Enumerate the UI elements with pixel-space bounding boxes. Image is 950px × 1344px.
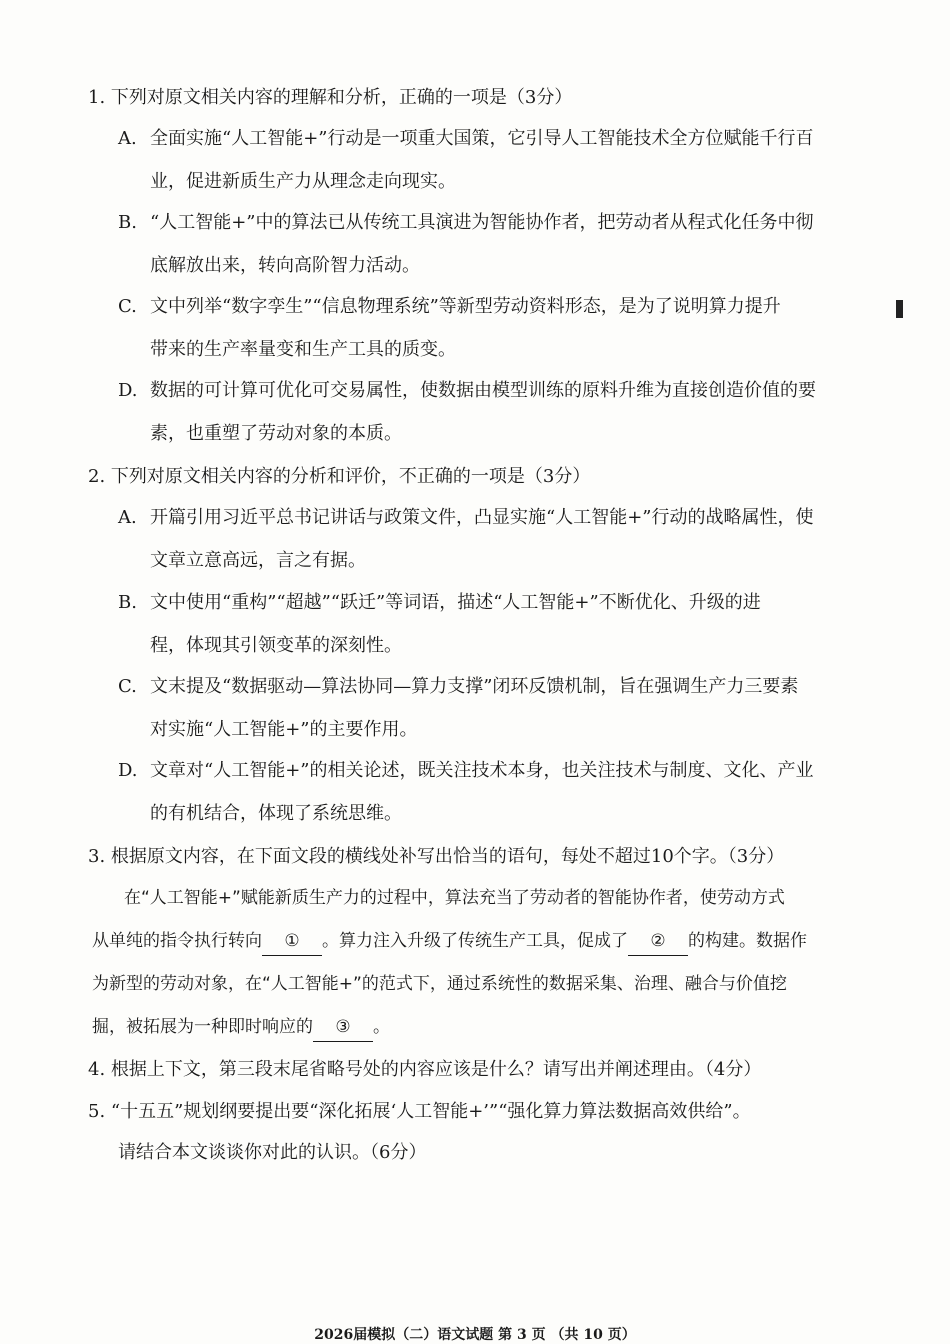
- question-2-option-d: [118, 757, 814, 824]
- option-text-line2: 底解放出来，转向高阶智力活动。: [150, 255, 420, 276]
- answer-blank-3[interactable]: ③: [313, 1013, 373, 1042]
- question-2-option-b: [118, 589, 761, 656]
- question-1-stem: 1. 下列对原文相关内容的理解和分析，正确的一项是（3分）: [88, 87, 573, 108]
- option-text-line1: 全面实施“人工智能+”行动是一项重大国策，它引导人工智能技术全方位赋能千行百: [150, 128, 814, 149]
- question-3-stem: 3. 根据原文内容，在下面文段的横线处补写出恰当的语句，每处不超过10个字。（3分）: [88, 846, 785, 867]
- passage-text: 从单纯的指令执行转向: [92, 931, 262, 951]
- answer-blank-1[interactable]: ①: [262, 927, 322, 956]
- question-2-stem: 2. 下列对原文相关内容的分析和评价，不正确的一项是（3分）: [88, 466, 591, 487]
- scan-mark: [896, 300, 903, 318]
- option-text-line2: 的有机结合，体现了系统思维。: [150, 803, 402, 824]
- option-text-line1: 开篇引用习近平总书记讲话与政策文件，凸显实施“人工智能+”行动的战略属性，使: [150, 507, 814, 528]
- passage-line: [92, 1013, 390, 1042]
- option-text-line1: 文末提及“数据驱动—算法协同—算力支撑”闭环反馈机制，旨在强调生产力三要素: [150, 676, 799, 697]
- question-5-stem-line2: 请结合本文谈谈你对此的认识。（6分）: [118, 1142, 427, 1163]
- question-1-option-b: [118, 209, 814, 276]
- option-letter: C.: [118, 676, 137, 697]
- option-text-line2: 业，促进新质生产力从理念走向现实。: [150, 171, 456, 192]
- question-2-option-c: [118, 673, 799, 740]
- passage-text: 。算力注入升级了传统生产工具，促成了: [322, 931, 628, 951]
- option-text-line1: 文中列举“数字孪生”“信息物理系统”等新型劳动资料形态，是为了说明算力提升: [150, 296, 781, 317]
- question-2-option-a: [118, 504, 814, 571]
- passage-line: 为新型的劳动对象，在“人工智能+”的范式下，通过系统性的数据采集、治理、融合与价值挖: [92, 974, 787, 994]
- passage-text: 的构建。数据作: [688, 931, 807, 951]
- option-text-line2: 文章立意高远，言之有据。: [150, 550, 366, 571]
- question-1-option-c: [118, 293, 781, 360]
- question-1-option-d: [118, 377, 816, 444]
- option-letter: C.: [118, 296, 137, 317]
- passage-text: 。: [373, 1017, 390, 1037]
- passage-line: 在“人工智能+”赋能新质生产力的过程中，算法充当了劳动者的智能协作者，使劳动方式: [124, 888, 785, 908]
- option-letter: A.: [118, 128, 137, 149]
- option-letter: A.: [118, 507, 137, 528]
- option-letter: B.: [118, 212, 137, 233]
- passage-line: [92, 927, 807, 956]
- option-letter: D.: [118, 380, 138, 401]
- option-text-line2: 程，体现其引领变革的深刻性。: [150, 635, 402, 656]
- option-text-line2: 对实施“人工智能+”的主要作用。: [150, 719, 418, 740]
- question-4-stem: 4. 根据上下文，第三段末尾省略号处的内容应该是什么？请写出并阐述理由。（4分）: [88, 1059, 762, 1080]
- option-text-line1: 文中使用“重构”“超越”“跃迁”等词语，描述“人工智能+”不断优化、升级的进: [150, 592, 761, 613]
- option-text-line2: 素，也重塑了劳动对象的本质。: [150, 423, 402, 444]
- passage-text: 掘，被拓展为一种即时响应的: [92, 1017, 313, 1037]
- option-text-line2: 带来的生产率量变和生产工具的质变。: [150, 339, 456, 360]
- question-5-stem-line1: 5. “十五五”规划纲要提出要“深化拓展‘人工智能+’”“强化算力算法数据高效供给”。: [88, 1101, 751, 1122]
- question-1-option-a: [118, 125, 814, 192]
- option-text-line1: 数据的可计算可优化可交易属性，使数据由模型训练的原料升维为直接创造价值的要: [150, 380, 816, 401]
- answer-blank-2[interactable]: ②: [628, 927, 688, 956]
- page-footer: 2026届模拟（二）语文试题 第 3 页 （共 10 页）: [314, 1327, 636, 1343]
- option-letter: B.: [118, 592, 137, 613]
- option-text-line1: “人工智能+”中的算法已从传统工具演进为智能协作者，把劳动者从程式化任务中彻: [150, 212, 814, 233]
- option-text-line1: 文章对“人工智能+”的相关论述，既关注技术本身，也关注技术与制度、文化、产业: [150, 760, 814, 781]
- option-letter: D.: [118, 760, 138, 781]
